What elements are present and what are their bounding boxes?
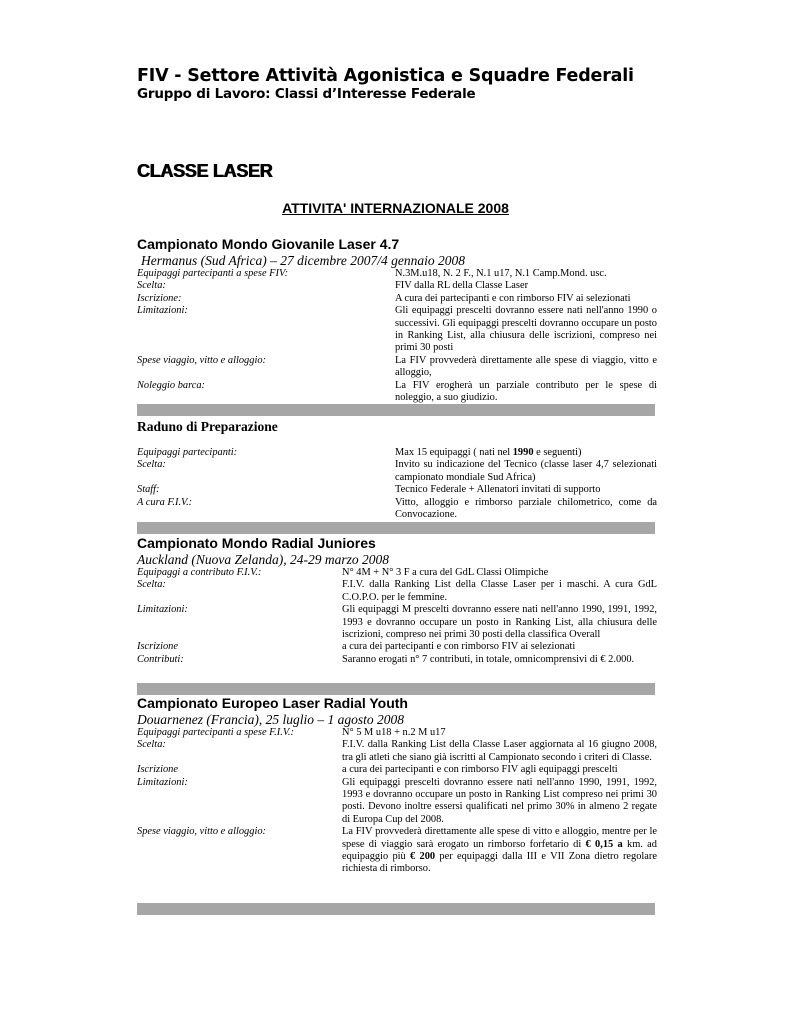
info-row	[137, 567, 657, 579]
info-row	[137, 484, 657, 496]
info-row	[137, 497, 657, 522]
section-location: Douarnenez (Francia), 25 luglio – 1 agosto 2008	[137, 712, 404, 727]
row-value: Max 15 equipaggi ( nati nel 1990 e seguenti)	[395, 447, 582, 458]
info-row	[137, 777, 657, 827]
section-divider	[137, 683, 655, 695]
document-subtitle: Gruppo di Lavoro: Classi d’Interesse Federale	[137, 86, 476, 102]
row-label: Scelta:	[137, 739, 166, 751]
info-row	[137, 459, 657, 484]
section-heading: Campionato Mondo Giovanile Laser 4.7	[137, 236, 400, 252]
section-mondo-giovanile	[137, 236, 657, 404]
section-divider	[137, 903, 655, 915]
row-label: Limitazioni:	[137, 776, 188, 788]
row-label: Spese viaggio, vitto e alloggio:	[137, 354, 266, 366]
info-row	[137, 447, 657, 459]
row-value: a cura dei partecipanti e con rimborso FIV ai selezionati	[342, 641, 576, 653]
row-label: Scelta:	[137, 280, 166, 292]
row-value: Vitto, alloggio e rimborso parziale chilometrico, come da Convocazione.	[395, 496, 657, 521]
row-value: F.I.V. dalla Ranking List della Classe Laser per i maschi. A cura GdL C.O.P.O. per le femmine.	[342, 579, 657, 603]
section-heading: Raduno di Preparazione	[137, 419, 278, 434]
row-label: Iscrizione	[137, 641, 178, 653]
section-heading: Campionato Mondo Radial Juniores	[137, 535, 376, 551]
info-row	[137, 380, 657, 405]
info-row	[137, 826, 657, 876]
row-label: Equipaggi partecipanti:	[137, 447, 238, 458]
row-label: Equipaggi partecipanti a spese F.I.V.:	[137, 727, 294, 738]
info-row	[137, 268, 657, 280]
row-value: Invito su indicazione del Tecnico (classe laser 4,7 selezionati campionato mondiale Sud Africa)	[395, 459, 657, 483]
row-value: N° 5 M u18 + n.2 M u17	[342, 727, 446, 738]
info-row	[137, 654, 657, 666]
row-value: Gli equipaggi prescelti dovranno essere nati nell'anno 1990 o successivi. Gli equipaggi prescelti dovranno occupare un posto in Ranking List, alla chiusura delle iscrizioni, compreso nei primi 30 posti	[395, 305, 658, 354]
row-value: Saranno erogati n° 7 contributi, in totale, omnicomprensivi di € 2.000.	[342, 653, 635, 665]
row-label: Staff:	[137, 484, 160, 496]
document-title: FIV - Settore Attività Agonistica e Squadre Federali	[137, 66, 634, 86]
row-value: N° 4M + N° 3 F a cura del GdL Classi Olimpiche	[342, 567, 549, 578]
info-row	[137, 641, 657, 653]
row-label: Limitazioni:	[137, 604, 188, 616]
row-value: A cura dei partecipanti e con rimborso FIV ai selezionati	[395, 292, 631, 304]
section-europeo-radial	[137, 695, 657, 876]
section-raduno	[137, 418, 657, 521]
row-label: A cura F.I.V.:	[137, 496, 193, 508]
row-label: Contributi:	[137, 653, 184, 665]
info-row	[137, 579, 657, 604]
row-value: Gli equipaggi M prescelti dovranno essere nati nell'anno 1990, 1991, 1992, 1993 e dovranno occupare un posto in Ranking List, alla chiusura delle iscrizioni, compreso nei primi 30 posti della classifica Overall	[342, 604, 657, 641]
section-location: Auckland (Nuova Zelanda), 24-29 marzo 2008	[137, 552, 389, 567]
row-value: La FIV erogherà un parziale contributo per le spese di noleggio, a suo giudizio.	[395, 379, 657, 404]
row-value: La FIV provvederà direttamente alle spese di viaggio, vitto e alloggio,	[395, 354, 657, 379]
row-label: Spese viaggio, vitto e alloggio:	[137, 826, 266, 838]
info-row	[137, 293, 657, 305]
row-value: Gli equipaggi prescelti dovranno essere nati nell'anno 1990, 1991, 1992, 1993 e dovranno occupare un posto in Ranking List compreso nei primi 30 posti. Devono inoltre essersi qualificati nel primo 30% in almeno 2 regate di Europa Cup del 2008.	[342, 776, 657, 825]
info-row	[137, 764, 657, 776]
section-heading: Campionato Europeo Laser Radial Youth	[137, 695, 408, 711]
info-row	[137, 305, 657, 355]
section-mondo-radial	[137, 535, 657, 666]
info-row	[137, 604, 657, 641]
info-row	[137, 280, 657, 292]
row-value: N.3M.u18, N. 2 F., N.1 u17, N.1 Camp.Mond. usc.	[395, 268, 607, 279]
info-row	[137, 739, 657, 764]
row-label: Equipaggi a contributo F.I.V.:	[137, 567, 262, 578]
section-location: Hermanus (Sud Africa) – 27 dicembre 2007/4 gennaio 2008	[141, 253, 465, 268]
row-label: Scelta:	[137, 579, 166, 591]
row-value: Tecnico Federale + Allenatori invitati di supporto	[395, 484, 601, 496]
section-divider	[137, 522, 655, 534]
section-divider	[137, 404, 655, 416]
row-value: La FIV provvederà direttamente alle spese di vitto e alloggio, mentre per le spese di viaggio sarà erogato un rimborso forfetario di € 0,15 a km. ad equipaggio più € 200 per equipaggi dalla III e VII Zona dietro regolare richiesta di rimborso.	[342, 826, 657, 875]
row-value: a cura dei partecipanti e con rimborso FIV agli equipaggi prescelti	[342, 764, 618, 776]
info-row	[137, 727, 657, 739]
row-label: Scelta:	[137, 459, 166, 471]
row-label: Iscrizione:	[137, 292, 182, 304]
row-label: Iscrizione	[137, 764, 178, 776]
row-value: FIV dalla RL della Classe Laser	[395, 280, 529, 292]
row-label: Equipaggi partecipanti a spese FIV:	[137, 268, 289, 279]
section-title: ATTIVITA' INTERNAZIONALE 2008	[282, 200, 509, 216]
row-value: F.I.V. dalla Ranking List della Classe Laser aggiornata al 16 giugno 2008, tra gli atleti che siano già iscritti al Campionato secondo i criteri di Classe.	[342, 739, 657, 763]
row-label: Limitazioni:	[137, 305, 188, 317]
row-label: Noleggio barca:	[137, 379, 206, 391]
class-title: CLASSE LASER	[137, 161, 273, 181]
info-row	[137, 355, 657, 380]
